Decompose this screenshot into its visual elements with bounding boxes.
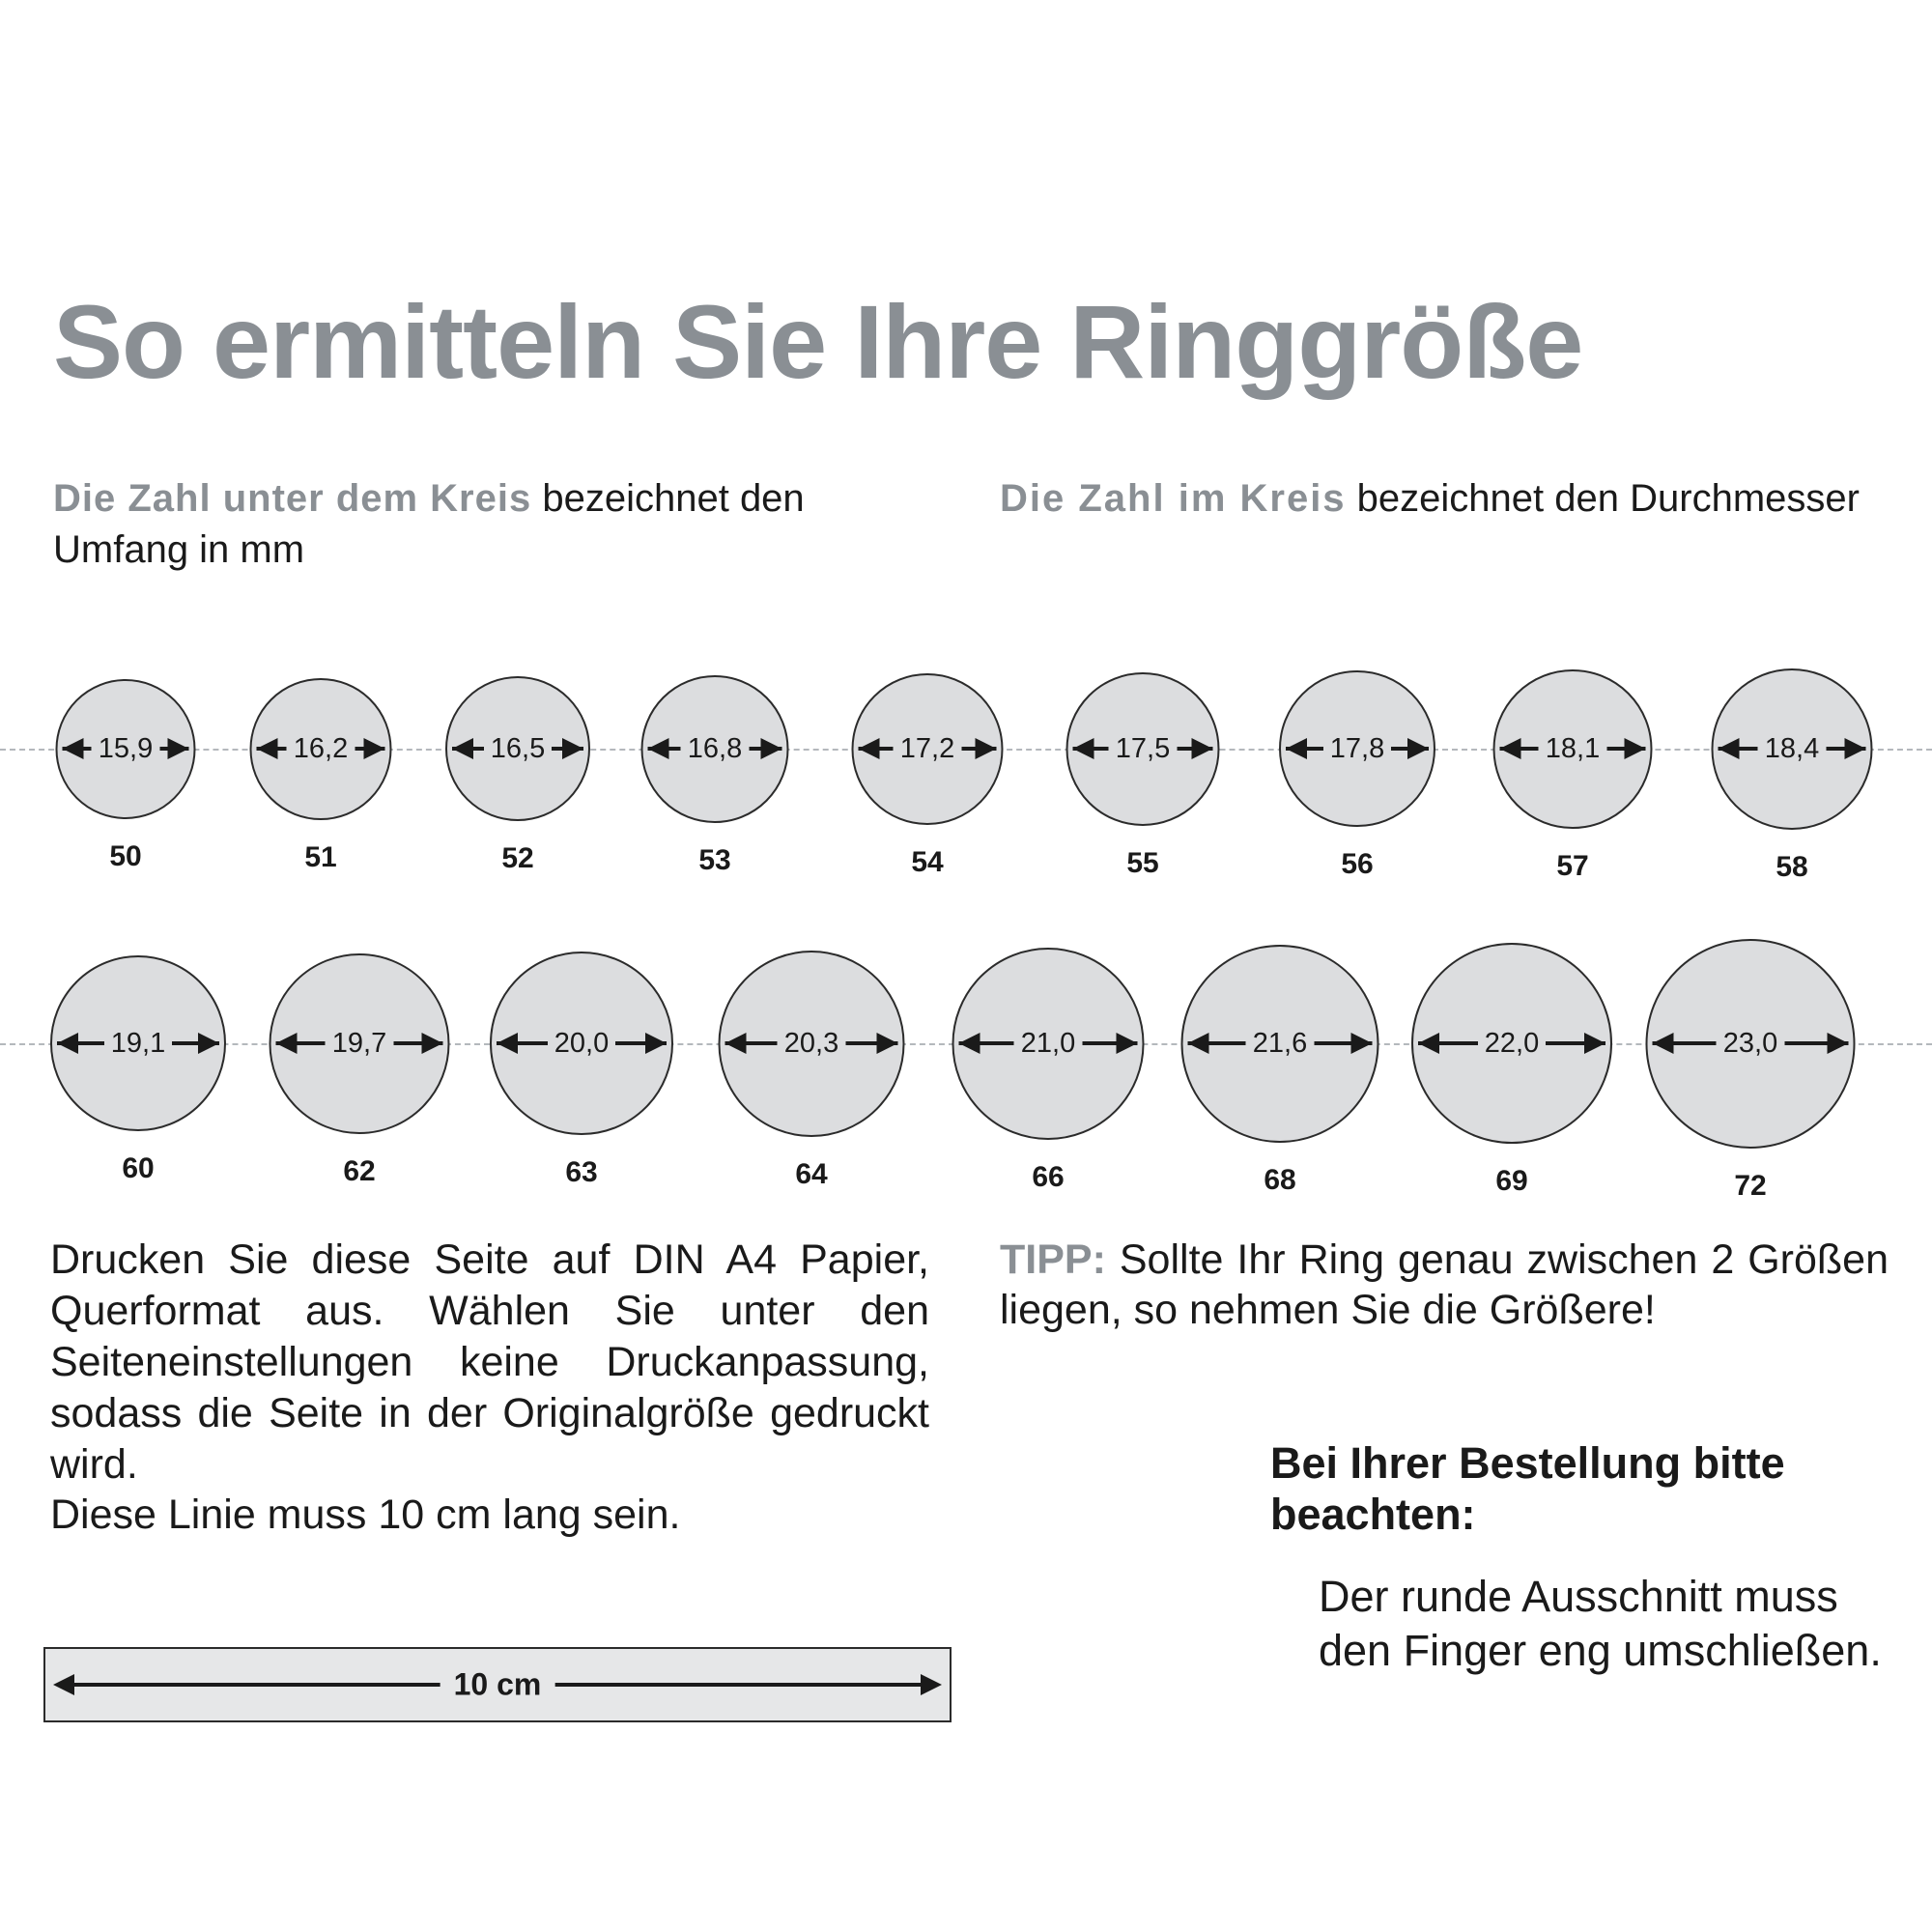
diameter-arrow-right-icon [364, 738, 385, 759]
ring-size-item [1392, 942, 1632, 1197]
circumference-label: 52 [501, 842, 534, 874]
diameter-label: 18,1 [1539, 733, 1606, 765]
diameter-label: 21,0 [1014, 1028, 1082, 1060]
circumference-label: 51 [304, 840, 337, 873]
diameter-label: 21,6 [1246, 1028, 1314, 1060]
diameter-arrow-left-icon [57, 1033, 78, 1054]
diameter-label: 17,2 [894, 733, 961, 765]
intro-left-lead: Die Zahl unter dem Kreis [53, 477, 532, 520]
circumference-label: 54 [911, 845, 944, 878]
diameter-arrow-left-icon [859, 738, 880, 759]
tip-block [1000, 1235, 1889, 1336]
ring-size-item [1260, 647, 1455, 880]
diameter-arrow-right-icon [198, 1033, 219, 1054]
diameter-arrow [1500, 734, 1646, 763]
diameter-arrow-right-icon [562, 738, 583, 759]
diameter-arrow-right-icon [645, 1033, 667, 1054]
ring-size-item [231, 647, 412, 873]
intro-right-rest: bezeichnet den Durchmesser [1346, 477, 1860, 520]
ring-size-item [250, 942, 469, 1187]
diameter-label: 16,5 [484, 733, 552, 765]
diameter-arrow-right-icon [761, 738, 782, 759]
diameter-label: 15,9 [92, 733, 159, 765]
circumference-label: 58 [1776, 850, 1808, 883]
ring-size-item [1627, 942, 1875, 1202]
diameter-arrow [1653, 1029, 1849, 1058]
circumference-label: 72 [1734, 1169, 1767, 1202]
circumference-label: 53 [698, 843, 731, 876]
diameter-arrow-right-icon [1192, 738, 1213, 759]
diameter-arrow-left-icon [1719, 738, 1740, 759]
diameter-label: 19,7 [326, 1028, 393, 1060]
ruler-arrow-left-icon [53, 1674, 74, 1695]
diameter-arrow [859, 734, 997, 763]
diameter-arrow-left-icon [1286, 738, 1307, 759]
circumference-label: 55 [1126, 846, 1159, 879]
ring-row-2 [0, 942, 1932, 1202]
order-note-body: Der runde Ausschnitt muss den Finger eng umschließen. [1319, 1572, 1882, 1676]
diameter-arrow-left-icon [257, 738, 278, 759]
diameter-arrow [648, 734, 782, 763]
diameter-label: 17,8 [1323, 733, 1391, 765]
diameter-arrow-left-icon [497, 1033, 518, 1054]
diameter-arrow-left-icon [276, 1033, 298, 1054]
diameter-arrow [1188, 1029, 1373, 1058]
ring-size-item [1692, 647, 1892, 883]
diameter-arrow-left-icon [1073, 738, 1094, 759]
diameter-arrow-left-icon [1418, 1033, 1439, 1054]
ring-size-item [31, 942, 245, 1184]
ruler-label: 10 cm [440, 1667, 555, 1703]
diameter-arrow-left-icon [725, 1033, 747, 1054]
diameter-arrow [1719, 734, 1866, 763]
ring-size-item [622, 647, 809, 876]
diameter-arrow-right-icon [1117, 1033, 1138, 1054]
diameter-arrow-left-icon [1188, 1033, 1209, 1054]
tip-text: Sollte Ihr Ring genau zwischen 2 Größen liegen, so nehmen Sie die Größere! [1000, 1236, 1889, 1334]
diameter-arrow-left-icon [959, 1033, 980, 1054]
diameter-label: 16,8 [681, 733, 749, 765]
diameter-arrow-right-icon [1845, 738, 1866, 759]
diameter-arrow-right-icon [168, 738, 189, 759]
diameter-arrow [1073, 734, 1213, 763]
ring-size-item [37, 647, 215, 872]
diameter-label: 18,4 [1758, 733, 1826, 765]
diameter-arrow [276, 1029, 443, 1058]
diameter-arrow [497, 1029, 667, 1058]
circumference-label: 63 [565, 1156, 598, 1188]
ring-size-item [1047, 647, 1239, 879]
diameter-arrow [57, 1029, 219, 1058]
diameter-label: 19,1 [104, 1028, 172, 1060]
diameter-arrow-right-icon [877, 1033, 898, 1054]
ring-size-item [699, 942, 924, 1190]
tip-lead: TIPP: [1000, 1236, 1106, 1283]
ring-size-item [833, 647, 1023, 878]
ring-size-item [933, 942, 1164, 1193]
circumference-label: 60 [122, 1152, 155, 1184]
diameter-label: 17,5 [1109, 733, 1177, 765]
diameter-arrow [725, 1029, 898, 1058]
page-title: So ermitteln Sie Ihre Ringgröße [53, 283, 1583, 400]
diameter-arrow-right-icon [1828, 1033, 1849, 1054]
diameter-label: 16,2 [287, 733, 355, 765]
circumference-label: 66 [1032, 1160, 1065, 1193]
diameter-label: 20,0 [548, 1028, 615, 1060]
circumference-label: 69 [1495, 1165, 1528, 1197]
circumference-label: 68 [1264, 1163, 1296, 1196]
intro-left-rest: bezeichnet den Umfang in mm [53, 477, 805, 572]
diameter-arrow [63, 734, 189, 763]
diameter-arrow-left-icon [452, 738, 473, 759]
ring-size-item [1162, 942, 1399, 1196]
print-instructions-paragraph: Drucken Sie diese Seite auf DIN A4 Papier, Querformat aus. Wählen Sie unter den Seiteneinstellungen keine Druckanpassung, sodass die Seite in der Originalgröße gedruckt wird. [50, 1236, 929, 1488]
diameter-arrow-left-icon [1653, 1033, 1674, 1054]
intro-right-lead: Die Zahl im Kreis [1000, 477, 1347, 520]
diameter-label: 20,3 [778, 1028, 845, 1060]
ring-size-item [426, 647, 610, 874]
diameter-arrow-right-icon [422, 1033, 443, 1054]
diameter-arrow [452, 734, 583, 763]
diameter-arrow-right-icon [1407, 738, 1429, 759]
diameter-label: 22,0 [1478, 1028, 1546, 1060]
diameter-arrow [959, 1029, 1138, 1058]
diameter-arrow-right-icon [1584, 1033, 1605, 1054]
intro-text-left [53, 473, 937, 576]
circumference-label: 62 [343, 1154, 376, 1187]
ring-row-1 [0, 647, 1932, 883]
circumference-label: 57 [1556, 849, 1589, 882]
diameter-arrow [257, 734, 385, 763]
intro-text-right [1000, 473, 1889, 525]
ruler-arrow-right-icon [921, 1674, 942, 1695]
diameter-arrow-right-icon [1625, 738, 1646, 759]
diameter-arrow-left-icon [1500, 738, 1521, 759]
diameter-arrow [1286, 734, 1429, 763]
print-instructions [50, 1235, 929, 1541]
order-note-heading: Bei Ihrer Bestellung bitte beachten: [1270, 1438, 1785, 1540]
ring-size-item [1474, 647, 1672, 882]
diameter-arrow [1418, 1029, 1605, 1058]
line-length-note: Diese Linie muss 10 cm lang sein. [50, 1492, 681, 1539]
diameter-arrow-left-icon [648, 738, 669, 759]
diameter-arrow-right-icon [1351, 1033, 1373, 1054]
ruler-10cm [43, 1647, 952, 1722]
circumference-label: 64 [795, 1157, 828, 1190]
circumference-label: 56 [1341, 848, 1374, 880]
diameter-label: 23,0 [1717, 1028, 1784, 1060]
diameter-arrow-left-icon [63, 738, 84, 759]
circumference-label: 50 [109, 839, 142, 872]
ring-size-item [470, 942, 693, 1188]
diameter-arrow-right-icon [976, 738, 997, 759]
